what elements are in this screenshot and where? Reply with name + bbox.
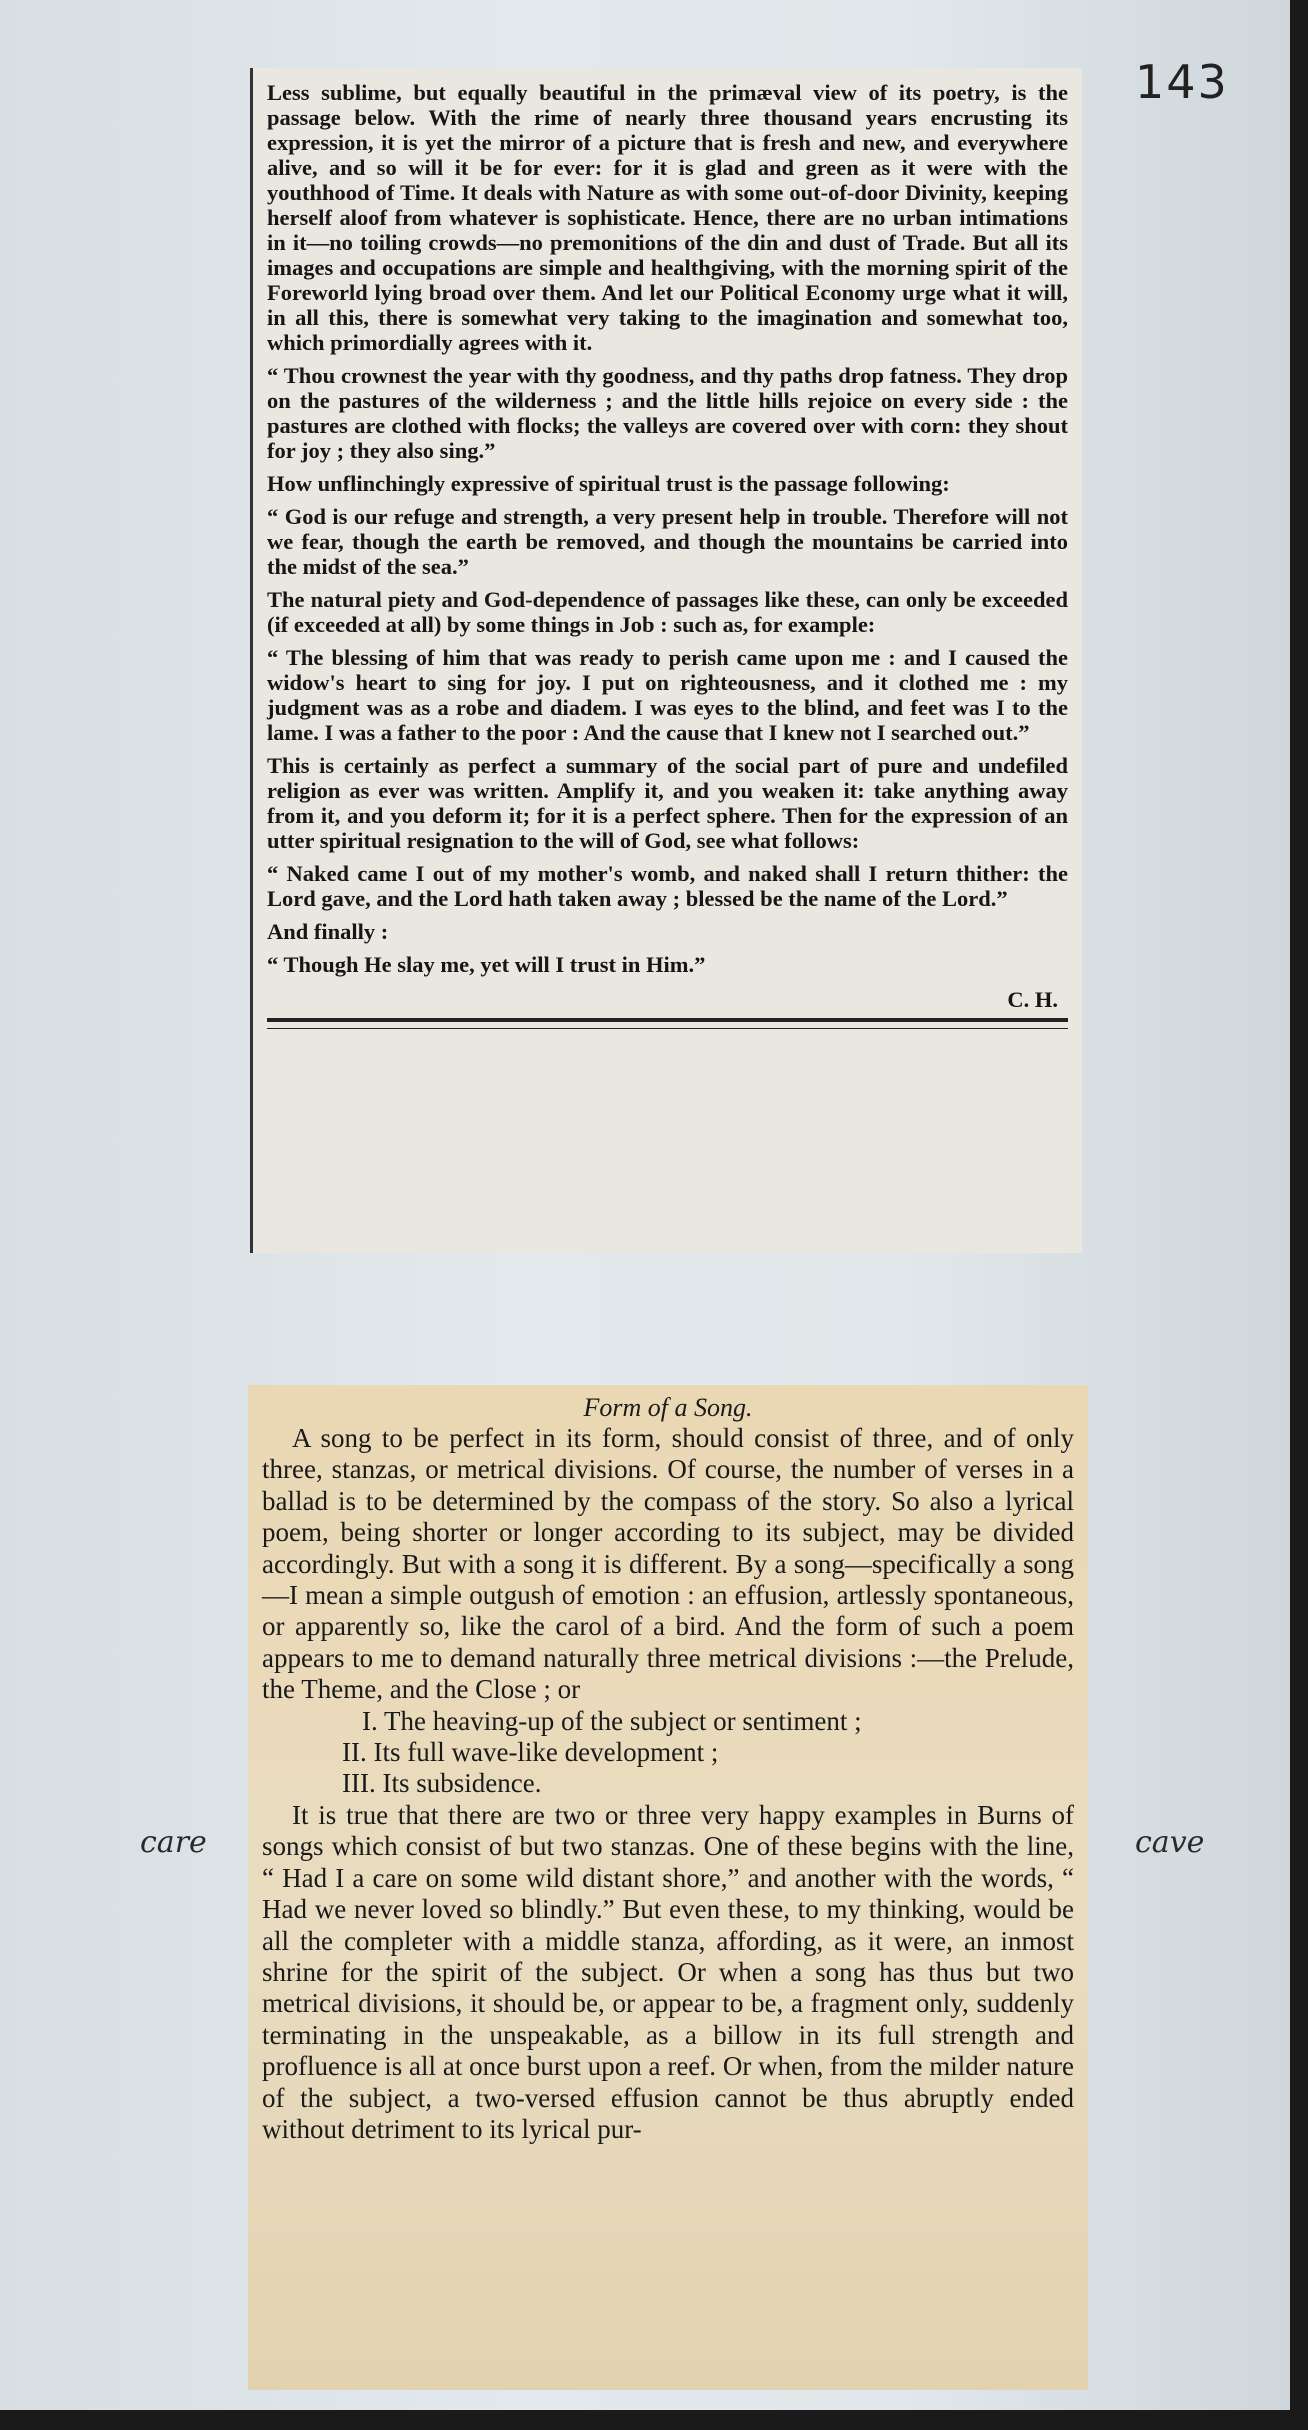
newspaper-clipping-bottom (248, 1385, 1088, 2390)
handwritten-note-right: cave (1135, 1825, 1205, 1860)
quotation: “ God is our refuge and strength, a very present help in trouble. Therefore will not we fear, though the earth be removed, and though the mountains be carried into the midst of the sea.” (267, 504, 1068, 579)
list-item: III. Its subsidence. (342, 1768, 542, 1799)
newspaper-clipping-top (250, 68, 1082, 1253)
paragraph: Less sublime, but equally beautiful in the primæval view of its poetry, is the passage below. With the rime of nearly three thousand years encrusting its expression, it is yet the mirror of a picture that is fresh and new, and everywhere alive, and so will it be for ever: for it is glad and green as it were with the youthhood of Time. It deals with Nature as with some out-of-door Divinity, keeping herself aloof from whatever is sophisticate. Hence, there are no urban intimations in it—no toiling crowds—no premonitions of the din and dust of Trade. But all its images and occupations are simple and healthgiving, with the morning spirit of the Foreworld lying broad over them. And let our Political Economy urge what it will, in all this, there is somewhat very taking to the imagination and somewhat too, which primordially agrees with it. (267, 80, 1068, 355)
paragraph: This is certainly as perfect a summary of the social part of pure and undefiled religion as ever was written. Amplify it, and you weaken it: take anything away from it, and you deform it; for it is a perfect sphere. Then for the expression of an utter spiritual resignation to the will of God, see what follows: (267, 753, 1068, 853)
quotation: “ Though He slay me, yet will I trust in Him.” (267, 952, 706, 977)
quotation: “ Naked came I out of my mother's womb, and naked shall I return thither: the Lord gave, and the Lord hath taken away ; blessed be the name of the Lord.” (267, 861, 1068, 911)
double-rule-divider (267, 1018, 1068, 1029)
paragraph: It is true that there are two or three very happy examples in Burns of songs which consist of but two stanzas. One of these begins with the line, “ Had I a care on some wild distant shore,” and another with the words, “ Had we never loved so blindly.” But even these, to my thinking, would be all the completer with a middle stanza, affording, as it were, an inmost shrine for the spirit of the subject. Or when a song has thus but two metrical divisions, it should be, or appear to be, a fragment only, suddenly terminating in the unspeakable, as a billow in its full strength and profluence is all at once burst upon a reef. Or when, from the milder nature of the subject, a two-versed effusion cannot be thus abruptly ended without detriment to its lyrical pur- (262, 1799, 1074, 2144)
handwritten-note-left: care (140, 1825, 207, 1860)
paragraph: The natural piety and God-dependence of passages like these, can only be exceeded (if exceeded at all) by some things in Job : such as, for example: (267, 587, 1068, 637)
paragraph: A song to be perfect in its form, should consist of three, and of only three, stanzas, or metrical divisions. Of course, the number of verses in a ballad is to be determined by the compass of the story. So also a lyrical poem, being shorter or longer according to its subject, may be divided accordingly. But with a song it is different. By a song—specifically a song—I mean a simple outgush of emotion : an effusion, artlessly spontaneous, or apparently so, like the carol of a bird. And the form of such a poem appears to me to demand naturally three metrical divisions :—the Prelude, the Theme, and the Close ; or (262, 1423, 1074, 1705)
quotation: “ The blessing of him that was ready to perish came upon me : and I caused the widow's heart to sing for joy. I put on righteousness, and it clothed me : my judgment was as a robe and diadem. I was eyes to the blind, and feet was I to the lame. I was a father to the poor : And the cause that I knew not I searched out.” (267, 645, 1068, 745)
paragraph: How unflinchingly expressive of spiritual trust is the passage following: (267, 471, 950, 496)
list-item: II. Its full wave-like development ; (342, 1737, 719, 1768)
page-number: 143 (1135, 55, 1229, 109)
list-item: I. The heaving-up of the subject or sentiment ; (362, 1705, 862, 1736)
signature: C. H. (1007, 987, 1058, 1012)
article-title: Form of a Song. (583, 1393, 753, 1422)
quotation: “ Thou crownest the year with thy goodness, and thy paths drop fatness. They drop on the pastures of the wilderness ; and the little hills rejoice on every side : the pastures are clothed with flocks; the valleys are covered over with corn: they shout for joy ; they also sing.” (267, 363, 1068, 463)
paragraph: And finally : (267, 919, 389, 944)
